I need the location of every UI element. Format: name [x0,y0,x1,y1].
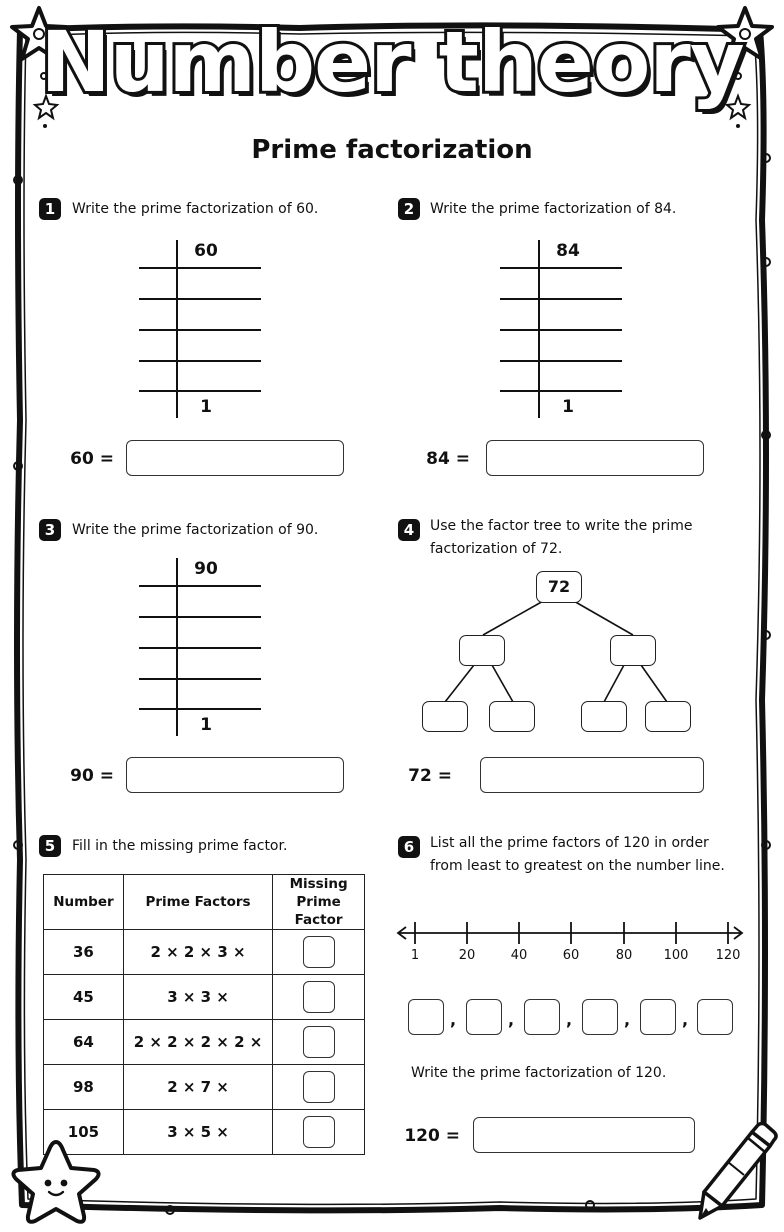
question-number-2: 2 [398,198,420,220]
missing-factor-box[interactable] [303,936,335,968]
factor-tree-box[interactable] [581,701,627,732]
question-number-3: 3 [39,519,61,541]
row-factors: 2 × 7 × [123,1065,272,1110]
row-number: 64 [44,1020,124,1065]
question-2-text: Write the prime factorization of 84. [430,201,677,217]
row-factors: 3 × 5 × [123,1110,272,1155]
question-number-6: 6 [398,836,420,858]
smiling-star-icon [6,1136,106,1228]
ladder-top-number: 84 [556,241,580,261]
tick-label: 100 [663,948,689,963]
tick-label: 120 [715,948,741,963]
question-4-text-line2: factorization of 72. [430,541,563,557]
comma-separator: , [566,1010,573,1029]
comma-separator: , [682,1010,689,1029]
factor-tree-root: 72 [536,571,582,603]
header-missing-prime-factor: Missing Prime Factor [273,875,365,930]
prime-factor-answer-box[interactable] [408,999,444,1035]
answer-label-72: 72 = [408,766,452,786]
prime-factor-table [43,874,365,1155]
pencil-icon [692,1122,780,1226]
number-line [390,915,750,951]
row-factors: 2 × 2 × 2 × 2 × [123,1020,272,1065]
comma-separator: , [450,1010,457,1029]
question-5-text: Fill in the missing prime factor. [72,838,288,854]
page-subtitle: Prime factorization [251,135,533,165]
question-6-text-line1: List all the prime factors of 120 in order [430,835,709,851]
row-factors: 2 × 2 × 3 × [123,930,272,975]
tick-label: 20 [458,948,476,963]
prime-factor-answer-box[interactable] [466,999,502,1035]
answer-label-90: 90 = [70,766,114,786]
header-number: Number [44,875,124,930]
header-prime-factors: Prime Factors [123,875,272,930]
answer-box-72[interactable] [480,757,704,793]
ladder-bottom-number: 1 [200,397,212,417]
question-number-1: 1 [39,198,61,220]
prime-factor-answer-box[interactable] [697,999,733,1035]
question-number-5: 5 [39,835,61,857]
row-number: 98 [44,1065,124,1110]
question-1-text: Write the prime factorization of 60. [72,201,319,217]
row-number: 45 [44,975,124,1020]
ladder-top-number: 60 [194,241,218,261]
tick-label: 40 [510,948,528,963]
question-6-text-line2: from least to greatest on the number line. [430,858,725,874]
tick-label: 60 [562,948,580,963]
factor-tree-box[interactable] [459,635,505,666]
answer-label-84: 84 = [426,449,470,469]
factor-tree-box[interactable] [645,701,691,732]
tick-label: 1 [410,948,420,963]
comma-separator: , [508,1010,515,1029]
question-number-4: 4 [398,519,420,541]
question-3-text: Write the prime factorization of 90. [72,522,319,538]
row-number: 105 [44,1110,124,1155]
page-title: Number theory [40,13,744,111]
answer-label-120: 120 = [404,1126,460,1146]
write-prime-factorization-120-text: Write the prime factorization of 120. [411,1065,667,1081]
tick-label: 80 [615,948,633,963]
ladder-bottom-number: 1 [200,715,212,735]
question-4-text-line1: Use the factor tree to write the prime [430,518,693,534]
factor-tree-box[interactable] [422,701,468,732]
table-row [44,975,365,1020]
ladder-top-number: 90 [194,559,218,579]
table-row [44,930,365,975]
prime-factor-answer-box[interactable] [582,999,618,1035]
answer-label-60: 60 = [70,449,114,469]
missing-factor-box[interactable] [303,1116,335,1148]
factor-tree-box[interactable] [610,635,656,666]
comma-separator: , [624,1010,631,1029]
row-number: 36 [44,930,124,975]
missing-factor-box[interactable] [303,1026,335,1058]
prime-factor-answer-box[interactable] [640,999,676,1035]
missing-factor-box[interactable] [303,1071,335,1103]
prime-factor-answer-box[interactable] [524,999,560,1035]
table-row [44,1065,365,1110]
factor-tree-box[interactable] [489,701,535,732]
table-row [44,1020,365,1065]
ladder-bottom-number: 1 [562,397,574,417]
missing-factor-box[interactable] [303,981,335,1013]
answer-box-120[interactable] [473,1117,695,1153]
row-factors: 3 × 3 × [123,975,272,1020]
